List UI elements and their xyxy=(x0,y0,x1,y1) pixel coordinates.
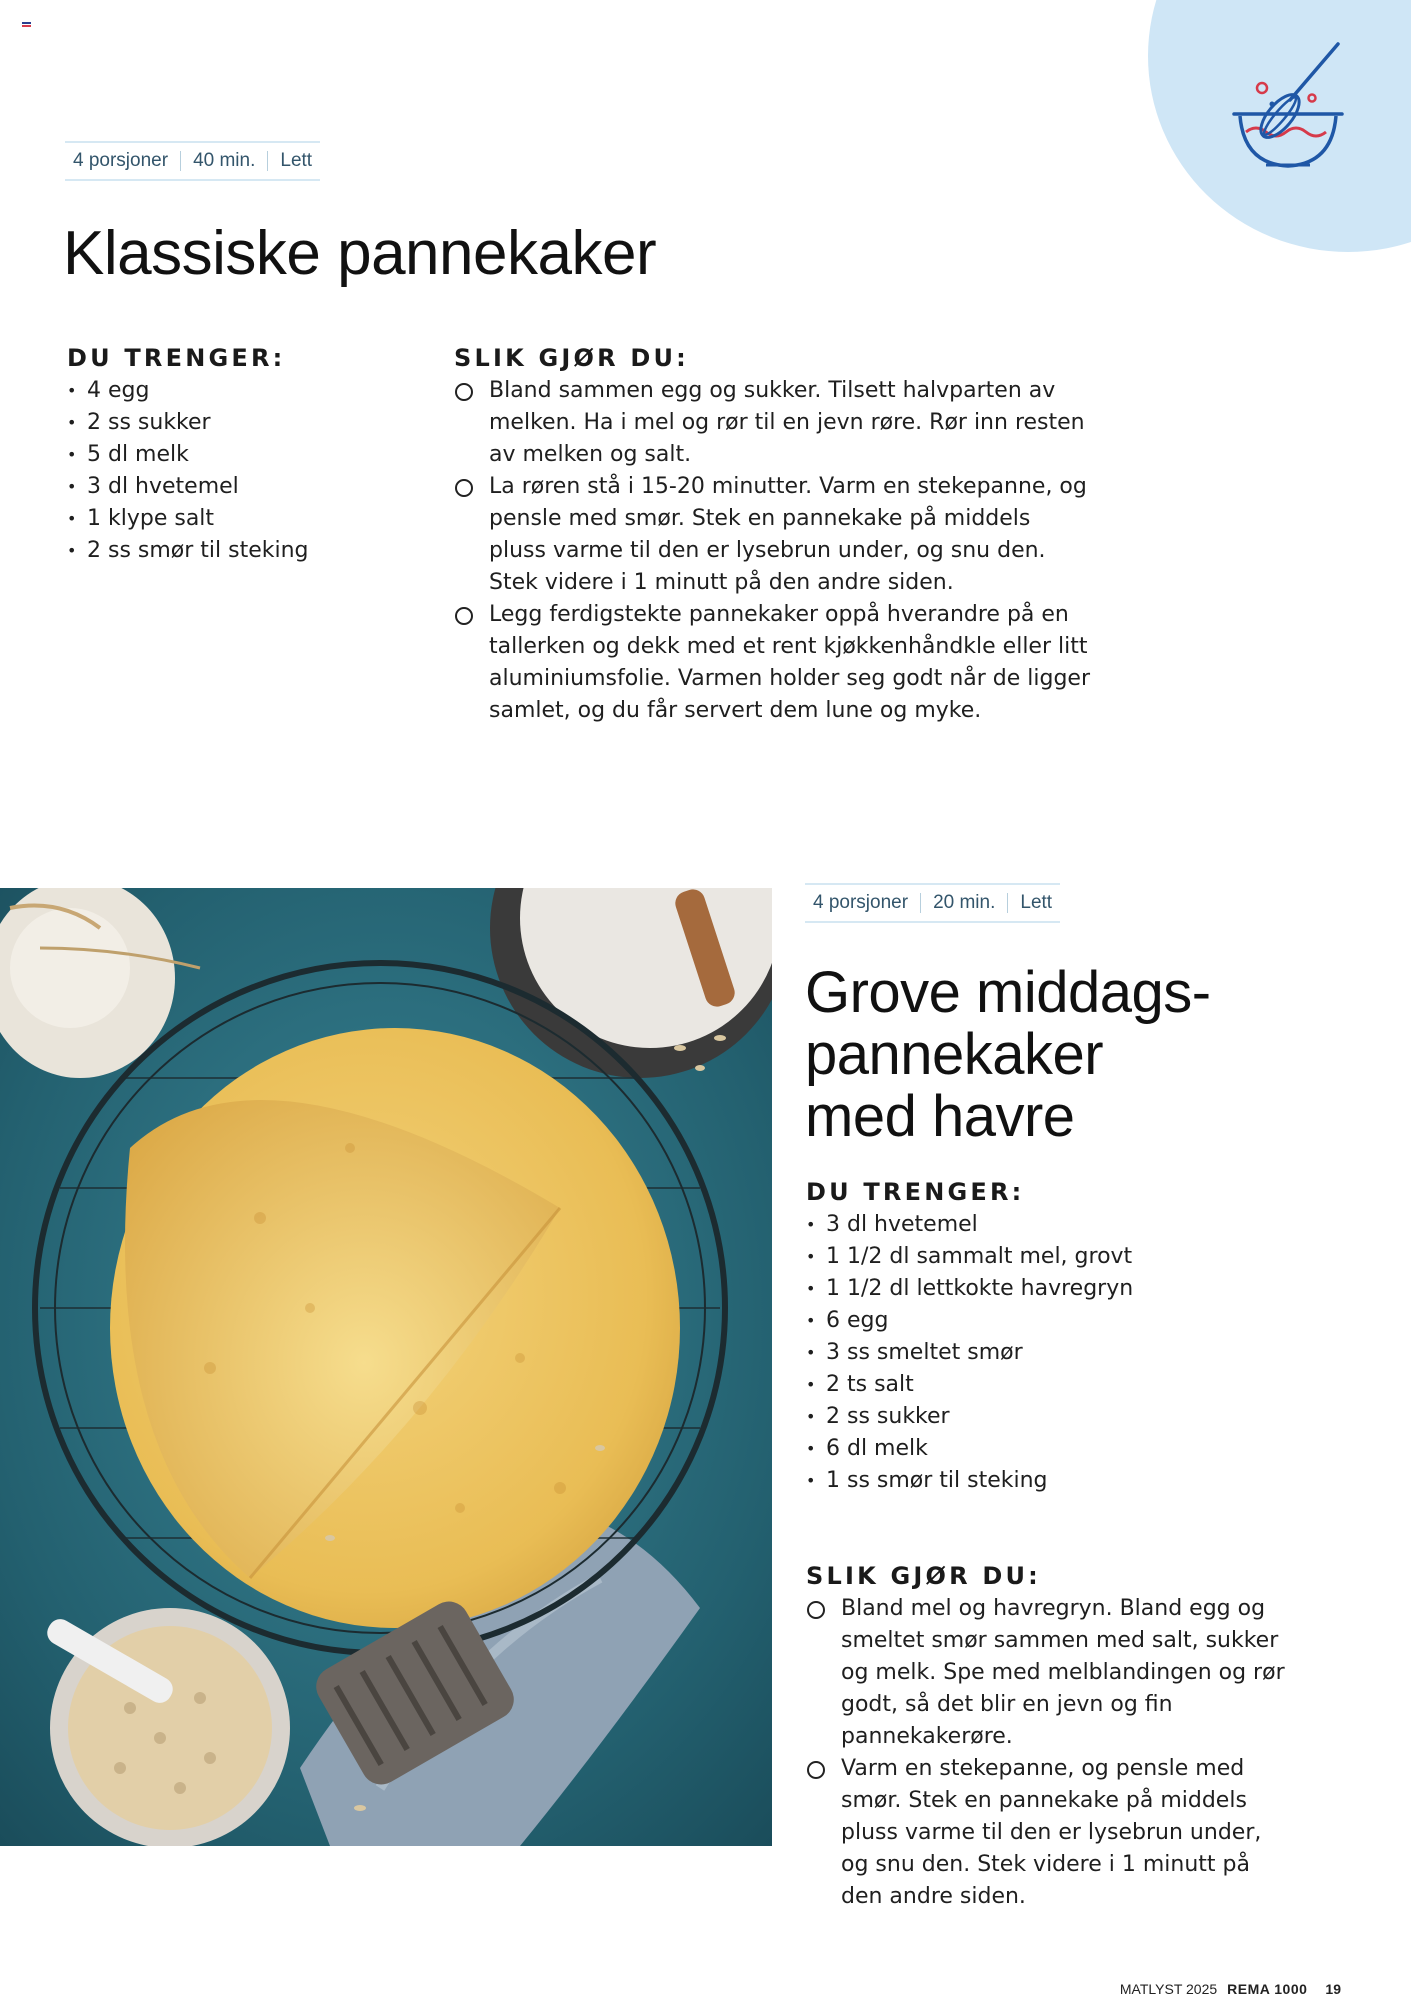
ingredient-item: • 3 dl hvetemel xyxy=(806,1209,1326,1241)
pancake-photo xyxy=(0,888,772,1846)
step-item: La røren stå i 15-20 minutter. Varm en stekepanne, og pensle med smør. Stek en pannekake på middels pluss varme til den er lysebrun under, og snu den. Stek videre i 1 minutt på den andre siden. xyxy=(454,471,1094,599)
recipe2-meta xyxy=(805,883,1060,923)
ingredient-item: • 5 dl melk xyxy=(67,439,367,471)
recipe1-ingredient-list xyxy=(67,375,367,567)
ingredient-item: • 6 dl melk xyxy=(806,1433,1326,1465)
step-item: Legg ferdigstekte pannekaker oppå hverandre på en tallerken og dekk med et rent kjøkkenhåndkle eller litt aluminiumsfolie. Varmen holder seg godt når de ligger samlet, og du får servert dem lune og myke. xyxy=(454,599,1094,727)
ingredient-item: • 6 egg xyxy=(806,1305,1326,1337)
norway-flag-icon xyxy=(22,22,31,29)
recipe2-step-list xyxy=(806,1593,1291,1913)
recipe2-portions: 4 porsjoner xyxy=(813,892,909,913)
step-item: Varm en stekepanne, og pensle med smør. Stek en pannekake på middels pluss varme til den er lysebrun under, og snu den. Stek videre i 1 minutt på den andre siden. xyxy=(806,1753,1291,1913)
recipe1-difficulty: Lett xyxy=(280,150,313,171)
ingredient-item: • 1 1/2 dl sammalt mel, grovt xyxy=(806,1241,1326,1273)
page-footer xyxy=(1120,1981,1341,1997)
ingredient-item: • 2 ts salt xyxy=(806,1369,1326,1401)
recipe2-title-line-2: pannekaker xyxy=(805,1022,1104,1087)
footer-brand-logo: REMA 1000 xyxy=(1227,1981,1308,1997)
recipe2-title-line-3: med havre xyxy=(805,1084,1075,1149)
ingredient-item: • 3 dl hvetemel xyxy=(67,471,367,503)
ingredient-item: • 2 ss sukker xyxy=(67,407,367,439)
whisk-bowl-icon xyxy=(1228,36,1348,176)
recipe1-meta xyxy=(65,141,320,181)
meta-divider xyxy=(1007,893,1008,913)
footer-magazine: MATLYST 2025 xyxy=(1119,1981,1218,1997)
recipe1-step-list xyxy=(454,375,1094,727)
recipe1-ingredients-heading: DU TRENGER: xyxy=(67,344,286,372)
recipe2-time: 20 min. xyxy=(933,892,996,913)
recipe1-time: 40 min. xyxy=(193,150,256,171)
ingredient-item: • 3 ss smeltet smør xyxy=(806,1337,1326,1369)
page-number: 19 xyxy=(1325,1981,1341,1997)
recipe2-difficulty: Lett xyxy=(1020,892,1053,913)
ingredient-item: • 1 ss smør til steking xyxy=(806,1465,1326,1497)
recipe1-portions: 4 porsjoner xyxy=(73,150,169,171)
meta-divider xyxy=(267,151,268,171)
recipe2-steps-heading: SLIK GJØR DU: xyxy=(806,1562,1041,1590)
recipe2-ingredients-heading: DU TRENGER: xyxy=(806,1178,1025,1206)
recipe2-title-line-1: Grove middags- xyxy=(805,960,1211,1025)
step-item: Bland mel og havregryn. Bland egg og smeltet smør sammen med salt, sukker og melk. Spe med melblandingen og rør godt, så det blir en jevn og fin pannekakerøre. xyxy=(806,1593,1291,1753)
meta-divider xyxy=(920,893,921,913)
meta-divider xyxy=(180,151,181,171)
ingredient-item: • 1 klype salt xyxy=(67,503,367,535)
ingredient-item: • 2 ss smør til steking xyxy=(67,535,367,567)
step-item: Bland sammen egg og sukker. Tilsett halvparten av melken. Ha i mel og rør til en jevn røre. Rør inn resten av melken og salt. xyxy=(454,375,1094,471)
recipe2-title xyxy=(805,962,1211,1148)
ingredient-item: • 1 1/2 dl lettkokte havregryn xyxy=(806,1273,1326,1305)
ingredient-item: • 4 egg xyxy=(67,375,367,407)
recipe2-ingredient-list xyxy=(806,1209,1326,1497)
ingredient-item: • 2 ss sukker xyxy=(806,1401,1326,1433)
recipe1-steps-heading: SLIK GJØR DU: xyxy=(454,344,689,372)
recipe1-title: Klassiske pannekaker xyxy=(63,219,657,288)
